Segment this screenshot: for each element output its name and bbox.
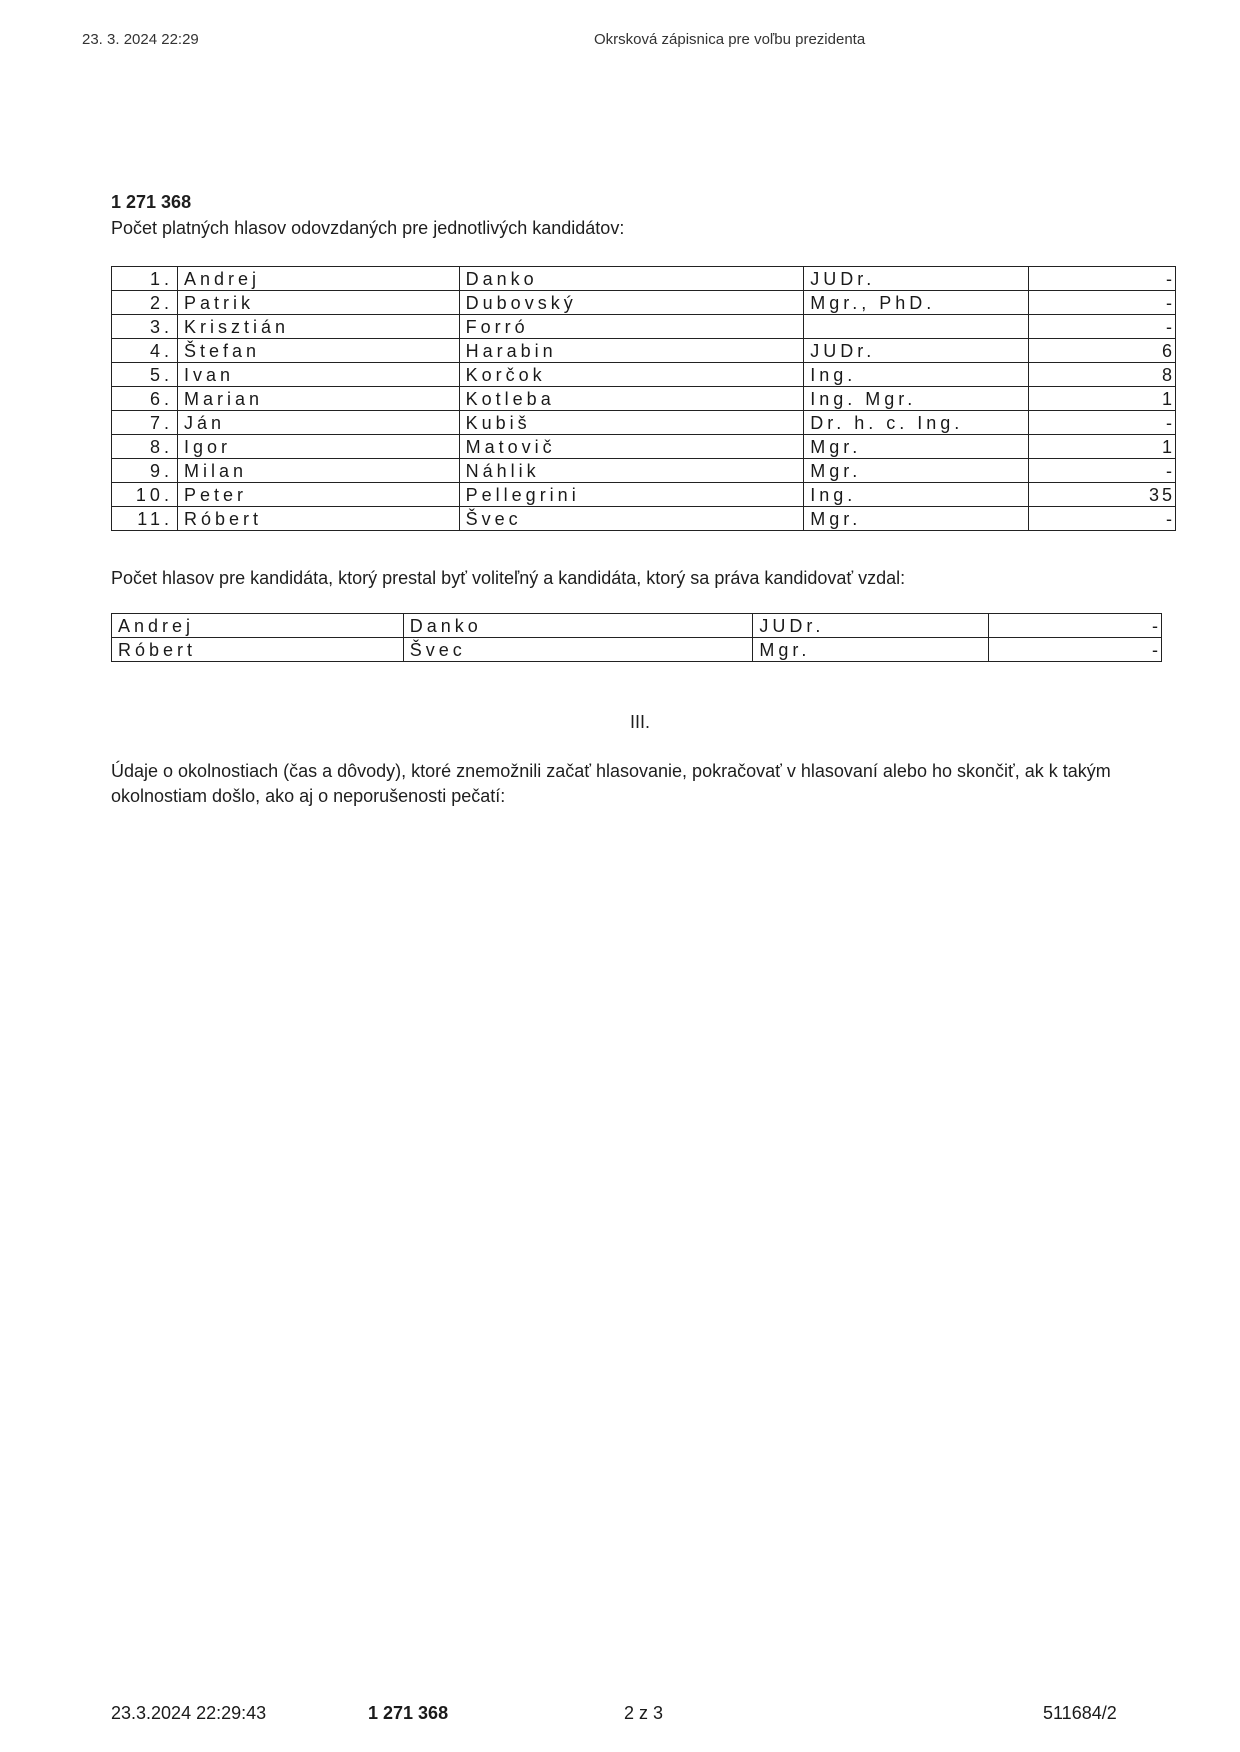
academic-title: Mgr. — [804, 459, 1029, 483]
document-title: Okrsková zápisnica pre voľbu prezidenta — [594, 31, 866, 48]
vote-count: 1 — [1029, 387, 1176, 411]
document-id: 511684/2 — [1043, 1703, 1117, 1723]
first-name: Andrej — [177, 267, 459, 291]
academic-title: JUDr. — [753, 614, 989, 638]
first-name: Igor — [177, 435, 459, 459]
first-name: Ján — [177, 411, 459, 435]
row-number: 10. — [112, 483, 178, 507]
last-name: Matovič — [459, 435, 804, 459]
row-number: 6. — [112, 387, 178, 411]
last-name: Dubovský — [459, 291, 804, 315]
vote-count: - — [1029, 507, 1176, 531]
vote-count: - — [989, 638, 1162, 662]
vote-count: - — [1029, 315, 1176, 339]
first-name: Ivan — [177, 363, 459, 387]
table-row — [112, 267, 1176, 291]
row-number: 2. — [112, 291, 178, 315]
table-row — [112, 459, 1176, 483]
vote-count: - — [1029, 411, 1176, 435]
last-name: Korčok — [459, 363, 804, 387]
row-number: 11. — [112, 507, 178, 531]
first-name: Andrej — [112, 614, 404, 638]
first-name: Štefan — [177, 339, 459, 363]
first-name: Milan — [177, 459, 459, 483]
last-name: Danko — [403, 614, 753, 638]
withdrawn-table — [111, 613, 1162, 662]
last-name: Pellegrini — [459, 483, 804, 507]
vote-count: 1 — [1029, 435, 1176, 459]
academic-title: Mgr. — [753, 638, 989, 662]
vote-count: - — [1029, 267, 1176, 291]
last-name: Kubiš — [459, 411, 804, 435]
row-number: 8. — [112, 435, 178, 459]
page-number: 2 z 3 — [624, 1703, 664, 1723]
table-row — [112, 291, 1176, 315]
last-name: Kotleba — [459, 387, 804, 411]
last-name: Forró — [459, 315, 804, 339]
withdrawn-heading: Počet hlasov pre kandidáta, ktorý prestal byť voliteľný a kandidáta, ktorý sa práva kandidovať vzdal: — [111, 568, 906, 588]
academic-title: Ing. — [804, 483, 1029, 507]
first-name: Róbert — [177, 507, 459, 531]
table-row — [112, 339, 1176, 363]
print-datetime: 23. 3. 2024 22:29 — [82, 31, 199, 48]
academic-title: JUDr. — [804, 267, 1029, 291]
last-name: Danko — [459, 267, 804, 291]
district-code: 1 271 368 — [111, 192, 192, 212]
academic-title: Mgr. — [804, 435, 1029, 459]
table-row — [112, 507, 1176, 531]
first-name: Peter — [177, 483, 459, 507]
last-name: Harabin — [459, 339, 804, 363]
table-row — [112, 614, 1162, 638]
circumstances-text: Údaje o okolnostiach (čas a dôvody), ktoré znemožnili začať hlasovanie, pokračovať v hlasovaní alebo ho skončiť, ak k takým okolnostiam došlo, ako aj o neporušenosti pečatí: — [111, 761, 1111, 806]
vote-count: - — [1029, 291, 1176, 315]
valid-votes-heading: Počet platných hlasov odovzdaných pre jednotlivých kandidátov: — [111, 218, 625, 238]
row-number: 3. — [112, 315, 178, 339]
academic-title — [804, 315, 1029, 339]
table-row — [112, 363, 1176, 387]
table-row — [112, 315, 1176, 339]
first-name: Marian — [177, 387, 459, 411]
first-name: Róbert — [112, 638, 404, 662]
row-number: 5. — [112, 363, 178, 387]
footer-timestamp: 23.3.2024 22:29:43 — [111, 1703, 267, 1723]
last-name: Švec — [459, 507, 804, 531]
academic-title: Ing. — [804, 363, 1029, 387]
row-number: 4. — [112, 339, 178, 363]
vote-count: - — [989, 614, 1162, 638]
table-row — [112, 411, 1176, 435]
vote-count: 8 — [1029, 363, 1176, 387]
academic-title: JUDr. — [804, 339, 1029, 363]
row-number: 7. — [112, 411, 178, 435]
row-number: 9. — [112, 459, 178, 483]
last-name: Švec — [403, 638, 753, 662]
academic-title: Mgr., PhD. — [804, 291, 1029, 315]
candidates-table — [111, 266, 1176, 531]
academic-title: Ing. Mgr. — [804, 387, 1029, 411]
table-row — [112, 387, 1176, 411]
vote-count: - — [1029, 459, 1176, 483]
table-row — [112, 638, 1162, 662]
footer-code: 1 271 368 — [368, 1703, 449, 1723]
academic-title: Dr. h. c. Ing. — [804, 411, 1029, 435]
row-number: 1. — [112, 267, 178, 291]
first-name: Patrik — [177, 291, 459, 315]
first-name: Krisztián — [177, 315, 459, 339]
academic-title: Mgr. — [804, 507, 1029, 531]
vote-count: 6 — [1029, 339, 1176, 363]
section-number: III. — [630, 712, 651, 732]
vote-count: 35 — [1029, 483, 1176, 507]
last-name: Náhlik — [459, 459, 804, 483]
table-row — [112, 483, 1176, 507]
table-row — [112, 435, 1176, 459]
